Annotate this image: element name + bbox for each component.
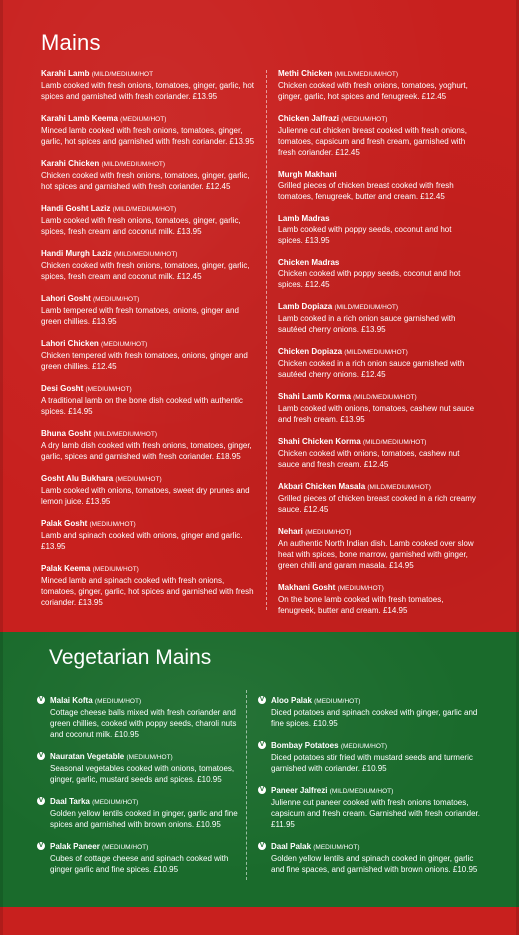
menu-item-heat: (MEDIUM/HOT) xyxy=(341,116,388,123)
menu-item-heat: (MEDIUM/HOT) xyxy=(340,743,388,750)
menu-item-name: Lamb Madras xyxy=(278,214,330,223)
menu-item-description: Julienne cut paneer cooked with fresh onions tomatoes, capsicum and fresh cream. Garnished with fresh coriander. £11.95 xyxy=(271,798,480,829)
menu-item-name: Handi Murgh Laziz xyxy=(41,249,112,258)
menu-item-description: Chicken cooked with poppy seeds, coconut and hot spices. £12.45 xyxy=(278,269,461,289)
menu-item-description: Lamb cooked with poppy seeds, coconut and hot spices. £13.95 xyxy=(278,225,452,245)
vegetarian-right-column xyxy=(258,695,488,886)
menu-item-name: Chicken Dopiaza xyxy=(278,347,343,356)
menu-item xyxy=(278,481,478,515)
menu-item-name: Palak Paneer xyxy=(50,842,100,851)
menu-item-heat: (MEDIUM/HOT) xyxy=(102,844,149,851)
menu-item xyxy=(41,68,255,102)
menu-item-heat: (MILD/MEDIUM/HOT xyxy=(91,71,154,78)
menu-item-heat: (MILD/MEDIUM/HOT) xyxy=(101,161,166,168)
menu-item-description: Golden yellow lentils cooked in ginger, garlic and fine spices and garnished with brown onions. £10.95 xyxy=(50,809,238,829)
menu-item-description: Lamb cooked with onions, tomatoes, sweet dry prunes and lemon juice. £13.95 xyxy=(41,486,250,506)
menu-item-name: Karahi Lamb Keema xyxy=(41,114,118,123)
vegetarian-badge-icon: V xyxy=(259,696,265,703)
menu-item-description: An authentic North Indian dish. Lamb cooked over slow heat with spices, bone marrow, garnished with ginger, green chilli and garam masala. £14.95 xyxy=(278,539,474,570)
menu-item xyxy=(41,338,255,372)
menu-item-description: Julienne cut chicken breast cooked with fresh onions, tomatoes, capsicum and fresh cream, garnished with fresh coriander. £12.45 xyxy=(278,126,467,157)
menu-item-name: Karahi Chicken xyxy=(41,159,100,168)
menu-item-name: Chicken Madras xyxy=(278,258,340,267)
menu-item-description: Minced lamb cooked with fresh onions, tomatoes, ginger, garlic, hot spices and garnished with fresh coriander. £13.95 xyxy=(41,126,255,146)
menu-item-name: Methi Chicken xyxy=(278,69,333,78)
menu-item xyxy=(41,383,255,417)
menu-item-name: Shahi Lamb Korma xyxy=(278,392,351,401)
menu-item-heat: (MEDIUM/HOT) xyxy=(313,844,360,851)
vegetarian-badge-icon: V xyxy=(38,797,44,804)
menu-item xyxy=(41,113,255,147)
menu-item xyxy=(278,169,478,202)
menu-item-description: Lamb cooked with onions, tomatoes, cashew nut sauce and fresh cream. £13.95 xyxy=(278,404,475,424)
menu-item-name: Palak Gosht xyxy=(41,519,88,528)
menu-item-heat: (MEDIUM/HOT) xyxy=(89,521,136,528)
menu-item-heat: (MEDIUM/HOT) xyxy=(305,529,352,536)
menu-item-heat: (MEDIUM/HOT) xyxy=(101,341,148,348)
mains-left-column xyxy=(41,68,255,619)
menu-item xyxy=(41,518,255,552)
vegetarian-badge-icon: V xyxy=(259,842,265,849)
menu-item-description: Cubes of cottage cheese and spinach cooked with ginger garlic and fine spices. £10.95 xyxy=(50,854,229,874)
menu-item-name: Daal Tarka xyxy=(50,797,90,806)
menu-item-heat: (MEDIUM/HOT) xyxy=(93,296,140,303)
menu-item-description: Golden yellow lentils and spinach cooked in ginger, garlic and fine spaces, and garnished with brown onions. £10.95 xyxy=(271,854,478,874)
menu-item-name: Murgh Makhani xyxy=(278,170,337,179)
menu-item xyxy=(37,695,241,740)
menu-item-description: Chicken tempered with fresh tomatoes, onions, ginger and green chillies. £12.45 xyxy=(41,351,248,371)
menu-item-name: Handi Gosht Laziz xyxy=(41,204,111,213)
menu-item-description: Grilled pieces of chicken breast cooked in a rich creamy sauce. £12.45 xyxy=(278,494,476,514)
mains-title: Mains xyxy=(41,30,101,55)
menu-item-name: Daal Palak xyxy=(271,842,312,851)
menu-item xyxy=(258,695,488,729)
menu-item xyxy=(278,391,478,425)
menu-item xyxy=(41,428,255,462)
menu-item-heat: (MEDIUM/HOT) xyxy=(337,585,384,592)
menu-item xyxy=(41,248,255,282)
menu-item xyxy=(41,203,255,237)
menu-item xyxy=(278,436,478,470)
vegetarian-badge-icon: V xyxy=(259,741,265,748)
bottom-strip xyxy=(0,907,519,935)
menu-item-heat: (MEDIUM/HOT) xyxy=(85,386,132,393)
menu-item xyxy=(278,346,478,380)
menu-item-name: Bhuna Gosht xyxy=(41,429,92,438)
menu-item-description: Diced potatoes stir fried with mustard seeds and turmeric garnished with coriander. £10.95 xyxy=(271,753,473,773)
menu-item-name: Akbari Chicken Masala xyxy=(278,482,366,491)
menu-item xyxy=(278,526,478,571)
menu-item-heat: (MILD/MEDIUM/HOT) xyxy=(344,349,408,356)
menu-item-heat: (MEDIUM/HOT) xyxy=(126,754,173,761)
menu-item-name: Malai Kofta xyxy=(50,696,93,705)
menu-item-name: Shahi Chicken Korma xyxy=(278,437,361,446)
menu-item-heat: (MILD/MEDIUM/HOT) xyxy=(334,304,399,311)
menu-item-name: Lamb Dopiaza xyxy=(278,302,333,311)
menu-item-heat: (MILD/MEDIUM/HOT) xyxy=(112,206,177,213)
menu-item-heat: (MILD/MEDIUM/HOT) xyxy=(353,394,417,401)
menu-item xyxy=(41,293,255,327)
menu-item-heat: (MEDIUM/HOT) xyxy=(120,116,167,123)
menu-item xyxy=(258,841,488,875)
menu-item-description: Diced potatoes and spinach cooked with ginger, garlic and fine spices. £10.95 xyxy=(271,708,478,728)
menu-item xyxy=(41,563,255,608)
menu-item-name: Nehari xyxy=(278,527,303,536)
menu-item-name: Paneer Jalfrezi xyxy=(271,786,328,795)
menu-item xyxy=(37,751,241,785)
menu-item-description: Chicken cooked with onions, tomatoes, cashew nut sauce and fresh cream. £12.45 xyxy=(278,449,460,469)
menu-item xyxy=(278,257,478,290)
menu-item-name: Makhani Gosht xyxy=(278,583,336,592)
menu-item-name: Palak Keema xyxy=(41,564,91,573)
vegetarian-badge-icon: V xyxy=(38,752,44,759)
menu-item-heat: (MILD/MEDIUM/HOT) xyxy=(367,484,431,491)
menu-item-name: Lahori Gosht xyxy=(41,294,91,303)
menu-item-description: A traditional lamb on the bone dish cooked with authentic spices. £14.95 xyxy=(41,396,243,416)
menu-item-name: Chicken Jalfrazi xyxy=(278,114,339,123)
vegetarian-title: Vegetarian Mains xyxy=(49,646,212,669)
vegetarian-column-divider xyxy=(246,690,247,880)
menu-item-description: On the bone lamb cooked with fresh tomatoes, fenugreek, butter and cream. £14.95 xyxy=(278,595,444,615)
menu-item xyxy=(278,68,478,102)
menu-item xyxy=(41,473,255,507)
vegetarian-badge-icon: V xyxy=(38,842,44,849)
menu-item-heat: (MILD/MEDIUM/HOT) xyxy=(362,439,427,446)
vegetarian-badge-icon: V xyxy=(38,696,44,703)
menu-item-heat: (MEDIUM/HOT) xyxy=(314,698,361,705)
menu-item xyxy=(258,785,488,830)
menu-item-name: Bombay Potatoes xyxy=(271,741,339,750)
menu-item-heat: (MILD/MEDIUM/HOT) xyxy=(113,251,178,258)
menu-item-description: Lamb tempered with fresh tomatoes, onions, ginger and green chillies. £13.95 xyxy=(41,306,239,326)
menu-item-heat: (MEDIUM/HOT) xyxy=(115,476,162,483)
menu-item-heat: (MEDIUM/HOT) xyxy=(94,698,142,705)
menu-item-description: Lamb cooked in a rich onion sauce garnished with sautéed cherry onions. £13.95 xyxy=(278,314,456,334)
vegetarian-badge-icon: V xyxy=(259,786,265,793)
menu-item-name: Gosht Alu Bukhara xyxy=(41,474,114,483)
menu-item-name: Aloo Palak xyxy=(271,696,312,705)
menu-item-description: Chicken cooked with fresh onions, tomatoes, ginger, garlic, spices, fresh cream and coconut milk. £12.45 xyxy=(41,261,250,281)
menu-item xyxy=(278,301,478,335)
mains-right-column xyxy=(278,68,478,627)
menu-item-description: Lamb cooked with fresh onions, tomatoes, ginger, garlic, spices, fresh cream and coconut milk. £13.95 xyxy=(41,216,241,236)
menu-item-description: A dry lamb dish cooked with fresh onions, tomatoes, ginger, garlic, spices and garnished with fresh coriander. £18.95 xyxy=(41,441,252,461)
menu-item xyxy=(258,740,488,774)
menu-item-heat: (MILD/MEDIUM/HOT) xyxy=(93,431,158,438)
menu-item xyxy=(41,158,255,192)
menu-item-heat: (MILD/MEDIUM/HOT) xyxy=(334,71,399,78)
menu-item-description: Lamb and spinach cooked with onions, ginger and garlic. £13.95 xyxy=(41,531,243,551)
menu-item-description: Minced lamb and spinach cooked with fresh onions, tomatoes, ginger, garlic, hot spices and garnished with fresh coriander. £13.95 xyxy=(41,576,254,607)
menu-item-description: Lamb cooked with fresh onions, tomatoes, ginger, garlic, hot spices and garnished with fresh coriander. £13.95 xyxy=(41,81,255,101)
menu-item xyxy=(37,796,241,830)
menu-item-description: Seasonal vegetables cooked with onions, tomatoes, ginger, garlic, mustard seeds and spices. £10.95 xyxy=(50,764,235,784)
menu-item-name: Karahi Lamb xyxy=(41,69,90,78)
menu-item-description: Chicken cooked with fresh onions, tomatoes, ginger, garlic, hot spices and garnished with fresh coriander. £12.45 xyxy=(41,171,250,191)
menu-item-description: Chicken cooked with fresh onions, tomatoes, yoghurt, ginger, garlic, hot spices and fenugreek. £12.45 xyxy=(278,81,468,101)
menu-item-description: Cottage cheese balls mixed with fresh coriander and green chillies, cooked with poppy seeds, charoli nuts and coconut milk. £10.95 xyxy=(50,708,237,739)
menu-item xyxy=(278,213,478,246)
menu-item-heat: (MILD/MEDIUM/HOT) xyxy=(329,788,394,795)
menu-item-description: Chicken cooked in a rich onion sauce garnished with sautéed cherry onions. £12.45 xyxy=(278,359,465,379)
menu-item xyxy=(37,841,241,875)
menu-item-description: Grilled pieces of chicken breast cooked with fresh tomatoes, fenugreek, butter and cream. £12.45 xyxy=(278,181,454,201)
menu-item xyxy=(278,582,478,616)
menu-item xyxy=(278,113,478,158)
menu-item-name: Nauratan Vegetable xyxy=(50,752,125,761)
menu-item-name: Desi Gosht xyxy=(41,384,84,393)
vegetarian-left-column xyxy=(37,695,241,886)
left-edge xyxy=(0,0,3,935)
mains-column-divider xyxy=(266,70,267,610)
menu-item-heat: (MEDIUM/HOT) xyxy=(92,566,139,573)
menu-item-heat: (MEDIUM/HOT) xyxy=(92,799,139,806)
menu-item-name: Lahori Chicken xyxy=(41,339,99,348)
